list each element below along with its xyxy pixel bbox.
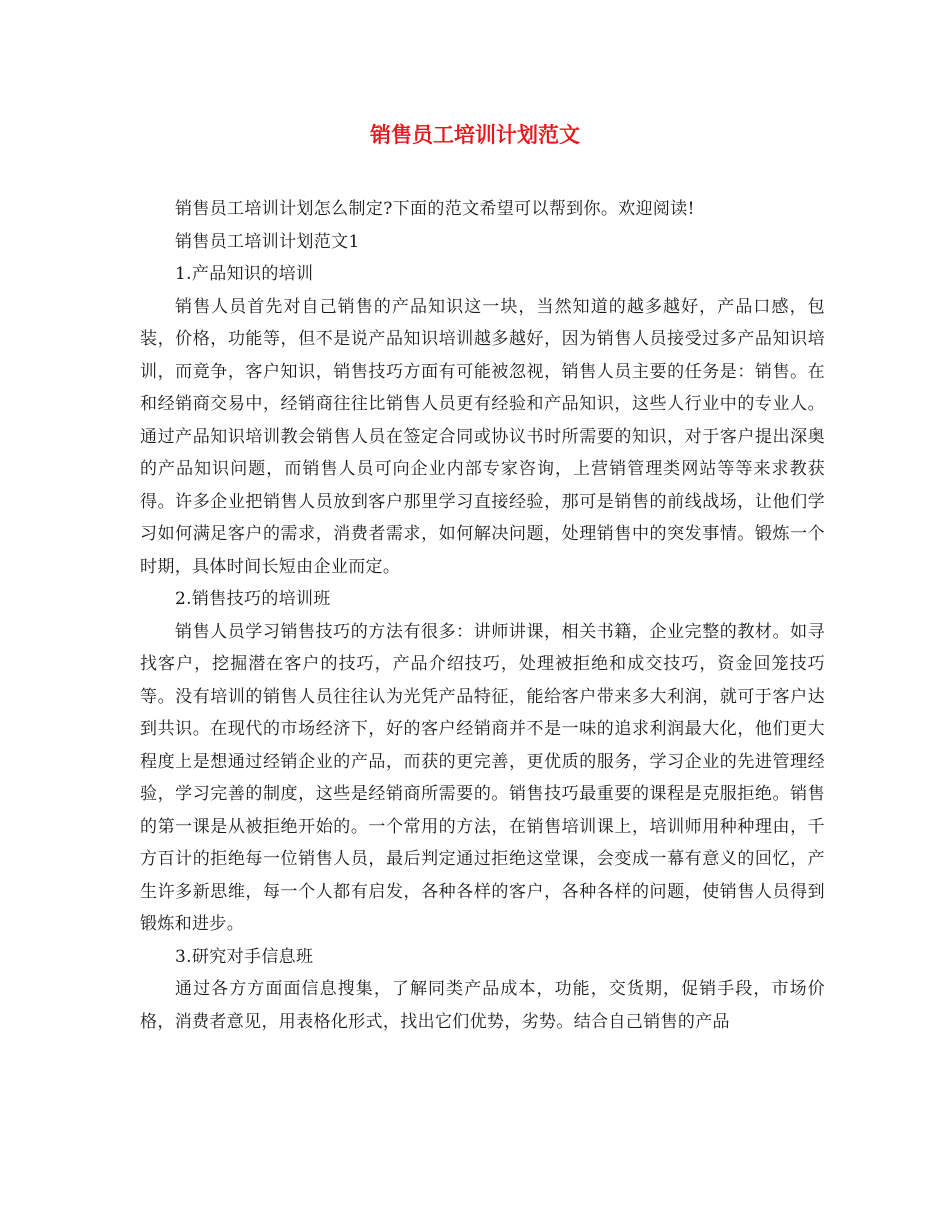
subsection-heading: 2.销售技巧的培训班 bbox=[175, 589, 331, 609]
document-body bbox=[140, 193, 825, 1038]
document-title: 销售员工培训计划范文 bbox=[370, 123, 580, 147]
body-paragraph: 销售人员学习销售技巧的方法有很多：讲师讲课，相关书籍，企业完整的教材。如寻找客户，挖掘潜在客户的技巧，产品介绍技巧，处理被拒绝和成交技巧，资金回笼技巧等。没有培训的销售人员往往认为光凭产品特征，能给客户带来多大利润，就可于客户达到共识。在现代的市场经济下，好的客户经销商并不是一味的追求利润最大化，他们更大程度上是想通过经销企业的产品，而获的更完善，更优质的服务，学习企业的先进管理经验，学习完善的制度，这些是经销商所需要的。销售技巧最重要的课程是克服拒绝。销售的第一课是从被拒绝开始的。一个常用的方法，在销售培训课上，培训师用种种理由，千方百计的拒绝每一位销售人员，最后判定通过拒绝这堂课，会变成一幕有意义的回忆，产生许多新思维，每一个人都有启发，各种各样的客户，各种各样的问题，使销售人员得到锻炼和进步。 bbox=[140, 621, 825, 934]
body-paragraph: 通过各方方面面信息搜集，了解同类产品成本，功能，交货期，促销手段，市场价格，消费者意见，用表格化形式，找出它们优势，劣势。结合自己销售的产品 bbox=[140, 979, 825, 1032]
subsection-heading: 1.产品知识的培训 bbox=[175, 264, 314, 284]
body-paragraph: 销售人员首先对自己销售的产品知识这一块，当然知道的越多越好，产品口感，包装，价格，功能等，但不是说产品知识培训越多越好，因为销售人员接受过多产品知识培训，而竟争，客户知识，销售技巧方面有可能被忽视，销售人员主要的任务是：销售。在和经销商交易中，经销商往往比销售人员更有经验和产品知识，这些人行业中的专业人。通过产品知识培训教会销售人员在签定合同或协议书时所需要的知识，对于客户提出深奥的产品知识问题，而销售人员可向企业内部专家咨询，上营销管理类网站等等来求教获得。许多企业把销售人员放到客户那里学习直接经验，那可是销售的前线战场，让他们学习如何满足客户的需求，消费者需求，如何解决问题，处理销售中的突发事情。锻炼一个时期，具体时间长短由企业而定。 bbox=[140, 296, 825, 577]
section-heading: 销售员工培训计划范文1 bbox=[175, 231, 360, 252]
subsection-heading: 3.研究对手信息班 bbox=[175, 946, 314, 967]
intro-paragraph: 销售员工培训计划怎么制定?下面的范文希望可以帮到你。欢迎阅读! bbox=[175, 199, 695, 219]
